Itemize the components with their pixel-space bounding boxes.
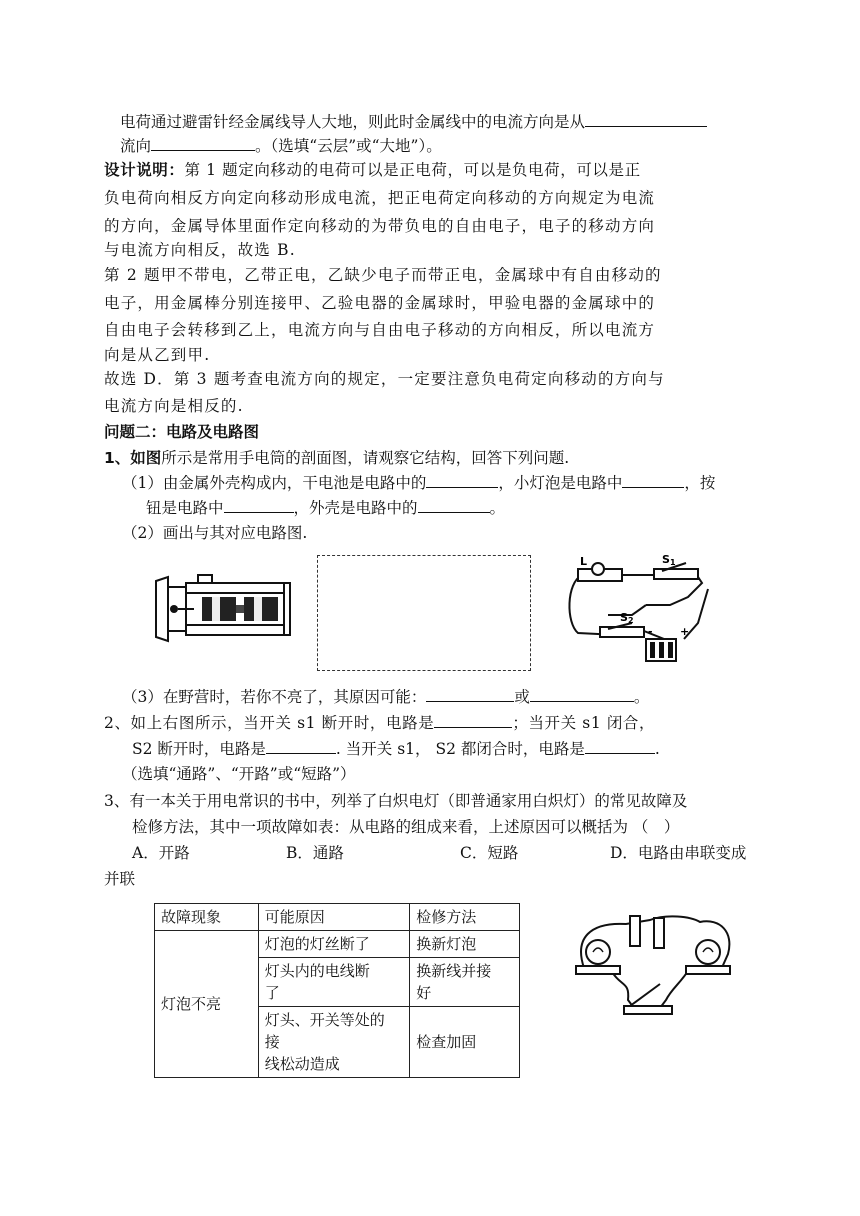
cell-text: 灯头、开关等处的 [264,1011,385,1029]
answer-blank[interactable] [224,498,294,513]
text-line: 检修方法，其中一项故障如表：从电路的组成来看，上述原因可以概括为 （ ） [132,818,680,836]
plus-label: + [680,625,690,638]
cause-cell [258,1007,410,1078]
cell-text: 灯头内的电线断 [264,962,370,980]
table-row [155,931,520,958]
text-line [122,473,715,493]
text-line [120,112,707,132]
line-text: 。 [489,499,506,517]
line-text: ，按 [684,474,716,492]
option-c[interactable]: C．短路 [460,844,519,862]
text-line [122,687,649,707]
line-text: 钮是电路中 [146,499,224,517]
design-note [104,160,641,180]
cell-text: 了 [264,984,280,1002]
line-text: （3）在野营时，若你不亮了，其原因可能： [122,688,427,706]
answer-blank[interactable] [622,473,684,488]
text-line [120,136,442,156]
line-text: 或 [514,688,530,706]
phenomenon-cell: 灯泡不亮 [155,931,259,1078]
line-text: . 当开关 s1， S2 都闭合时，电路是 [335,740,585,758]
cause-cell [258,931,410,958]
fault-table [154,903,520,1078]
question-3: 3、有一本关于用电常识的书中，列举了白炽电灯（即普通家用白炽灯）的常见故障及 [104,792,688,810]
text-line: 第 2 题甲不带电，乙带正电，乙缺少电子而带正电，金属球中有自由移动的 [104,266,662,284]
lamp-circuit-diagram [570,908,740,1024]
cell-text: 接 [264,1033,280,1051]
lamp-label: L [580,555,588,568]
text-line: 向是从乙到甲. [104,346,211,364]
cell-text: 线松动造成 [264,1055,340,1073]
line-text: 电荷通过避雷针经金属线导人大地，则此时金属线中的电流方向是从 [120,113,586,131]
fix-cell [410,931,520,958]
text-line: 负电荷向相反方向定向移动形成电流，把正电荷定向移动的方向规定为电流 [104,189,656,207]
text-line: 的方向，金属导体里面作定向移动的为带负电的自由电子，电子的移动方向 [104,217,656,235]
minus-label: - [648,625,653,638]
answer-blank[interactable] [418,498,490,513]
option-b[interactable]: B．通路 [286,844,344,862]
line-text: 2、如上右图所示，当开关 s1 断开时，电路是 [104,714,435,732]
text-line [132,739,660,759]
question-2 [104,713,655,733]
cell-text: 好 [416,984,432,1002]
answer-blank[interactable] [426,473,498,488]
answer-blank[interactable] [266,739,336,754]
s2-label: S [620,611,628,624]
flashlight-diagram [154,567,294,651]
cell-text: 换新灯泡 [416,935,477,953]
answer-blank[interactable] [585,112,707,127]
line-text: . [654,740,660,758]
line-text: 。 [633,688,650,706]
text-line [146,498,505,518]
text-line: （选填“通路”、“开路”或“短路”） [122,765,356,783]
table-header: 可能原因 [258,904,410,931]
s2-subscript: 2 [628,616,634,625]
section-title: 问题二：电路及电路图 [104,423,260,441]
answer-blank[interactable] [530,687,634,702]
line-text: ，小灯泡是电路中 [498,474,623,492]
option-a[interactable]: A．开路 [132,844,190,862]
table-header-row [155,904,520,931]
circuit-diagram [558,553,718,667]
text-line: 电子，用金属棒分别连接甲、乙验电器的金属球时，甲验电器的金属球中的 [104,294,656,312]
cell-text: 灯泡的灯丝断了 [264,935,370,953]
text-line: 与电流方向相反，故选 B. [104,241,296,259]
fix-cell [410,1007,520,1078]
line-text: S2 断开时，电路是 [132,740,266,758]
design-label: 设计说明： [104,161,185,179]
line-text: ；当开关 s1 闭合， [512,714,656,732]
cell-text: 换新线并接 [416,962,492,980]
s1-label: S [662,553,670,566]
line-text: ，外壳是电路中的 [293,499,418,517]
text-line: （2）画出与其对应电路图. [122,524,308,542]
table-header: 检修方法 [410,904,520,931]
text-line: 故选 D．第 3 题考查电流方向的规定，一定要注意负电荷定向移动的方向与 [104,370,665,388]
line-text: 流向 [120,137,152,155]
line-text: 所示是常用手电筒的剖面图，请观察它结构，回答下列问题. [161,449,570,467]
line-text: （1）由金属外壳构成内，干电池是电路中的 [122,474,427,492]
option-d-cont: 并联 [104,870,136,888]
line-text: 第 1 题定向移动的电荷可以是正电荷，可以是负电荷，可以是正 [184,161,641,179]
question-number: 1、如图 [104,449,162,467]
text-line: 电流方向是相反的. [104,397,244,415]
option-d[interactable]: D．电路由串联变成 [610,844,747,862]
answer-blank[interactable] [585,739,655,754]
answer-blank[interactable] [151,136,255,151]
s1-subscript: 1 [670,558,676,567]
circuit-drawing-box[interactable] [317,555,531,671]
text-line: 自由电子会转移到乙上，电流方向与自由电子移动的方向相反，所以电流方 [104,321,656,339]
answer-blank[interactable] [434,713,512,728]
line-text: 。（选填“云层”或“大地”）。 [255,137,442,155]
cell-text: 检查加固 [416,1033,477,1051]
question-1 [104,448,569,468]
table-header: 故障现象 [155,904,259,931]
cause-cell [258,958,410,1007]
fix-cell [410,958,520,1007]
answer-blank[interactable] [426,687,514,702]
